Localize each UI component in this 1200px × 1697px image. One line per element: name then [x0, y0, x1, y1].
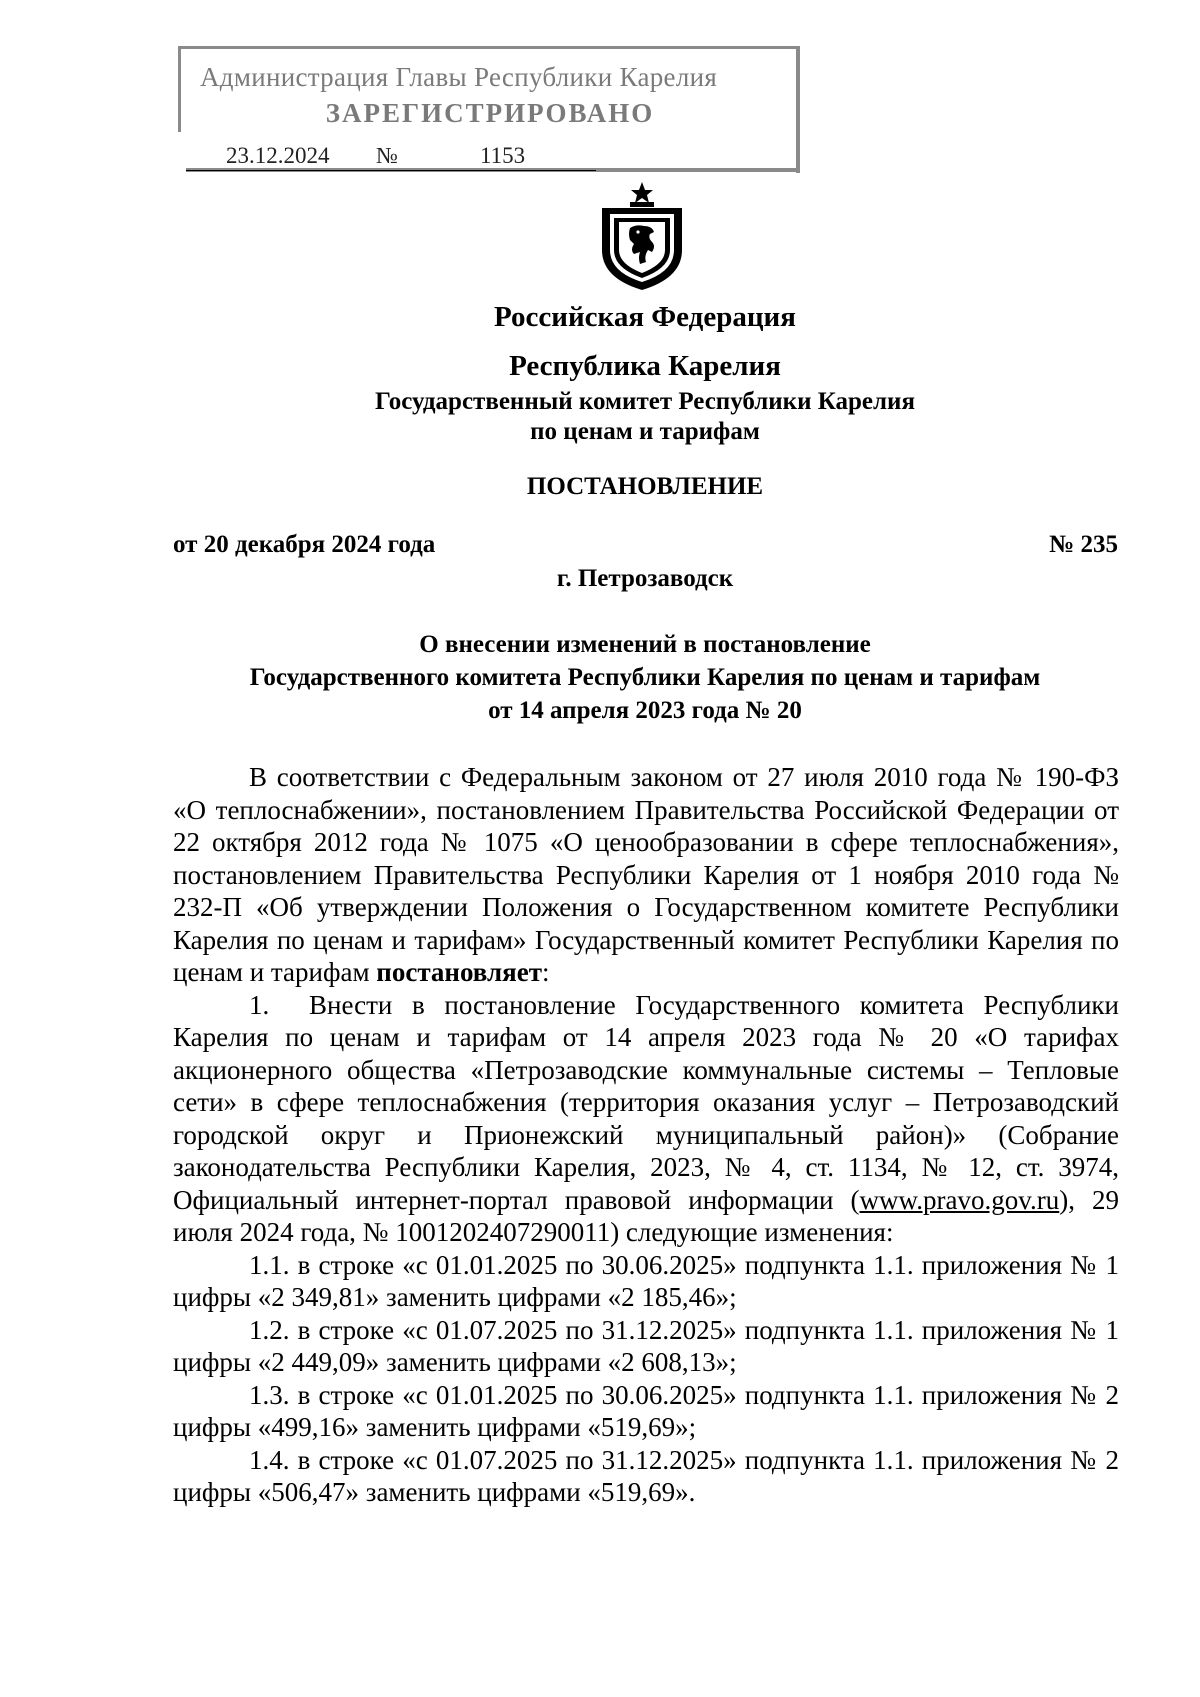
pravo-link[interactable]: www.pravo.gov.ru [859, 1184, 1060, 1215]
resolves-word: постановляет [376, 957, 543, 987]
item-1-text-a: Внести в постановление Государственного комитета Республики Карелия по ценам и тарифам от 14 апреля 2023 года № 20 «О тарифах акционерного общества «Петрозаводские коммунальные системы – Тепловые сети» в сфере теплоснабжения (территория оказания услуг – Петрозаводский городской округ и Прионежский муниципальный район)» (Собрание законодательства Республики Карелия, 2023, № 4, ст. 1134, № 12, ст. 3974, Официальный интернет-портал правовой информации ( [173, 989, 1119, 1215]
item-1 [173, 989, 1119, 1249]
item-1-label: 1. [249, 989, 270, 1020]
stamp-number-sign: № [376, 143, 398, 168]
title-line2: Государственного комитета Республики Карелия по ценам и тарифам [249, 664, 1041, 691]
item-1-text-b: ), 29 июля 2024 года, № 1001202407290011) следующие изменения: [173, 1184, 1119, 1247]
stamp-date: 23.12.2024 [226, 143, 330, 168]
document-city: г. Петрозаводск [556, 565, 734, 592]
document-date: от 20 декабря 2024 года [173, 531, 436, 558]
document-number: № 235 [1049, 531, 1118, 558]
header-republic: Республика Карелия [509, 350, 781, 382]
preamble-colon: : [542, 957, 550, 987]
stamp-number: 1153 [480, 143, 526, 168]
preamble-text: В соответствии с Федеральным законом от 27 июля 2010 года № 190-ФЗ «О теплоснабжении», постановлением Правительства Российской Федерации от 22 октября 2012 года № 1075 «О ценообразовании в сфере теплоснабжения», постановлением Правительства Республики Карелия от 1 ноября 2010 года № 232-П «Об утверждении Положения о Государственном комитете Республики Карелия по ценам и тарифам» Государственный комитет Республики Карелия по ценам и тарифам [173, 762, 1119, 987]
document-body [173, 761, 1119, 1509]
sub-item-1-2: 1.2. в строке «с 01.07.2025 по 31.12.2025» подпункта 1.1. приложения № 1 цифры «2 449,09» заменить цифрами «2 608,13»; [173, 1314, 1119, 1377]
stamp-status: ЗАРЕГИСТРИРОВАНО [325, 98, 655, 128]
header-federation: Российская Федерация [494, 301, 796, 333]
sub-item-1-4: 1.4. в строке «с 01.07.2025 по 31.12.2025» подпункта 1.1. приложения № 2 цифры «506,47» заменить цифрами «519,69». [173, 1444, 1119, 1507]
title-line3: от 14 апреля 2023 года № 20 [488, 697, 802, 724]
coat-of-arms-karelia-icon [594, 180, 690, 292]
document-type: ПОСТАНОВЛЕНИЕ [526, 473, 764, 500]
sub-item-1-3: 1.3. в строке «с 01.01.2025 по 30.06.2025» подпункта 1.1. приложения № 2 цифры «499,16» заменить цифрами «519,69»; [173, 1379, 1119, 1442]
header-committee-line1: Государственный комитет Республики Карелия [375, 388, 915, 415]
preamble-paragraph [173, 761, 1119, 989]
stamp-organization: Администрация Главы Республики Карелия [200, 62, 718, 92]
stamp-border-left [178, 46, 181, 132]
stamp-underline [186, 170, 596, 171]
title-line1: О внесении изменений в постановление [419, 631, 871, 658]
header-committee-line2: по ценам и тарифам [530, 418, 760, 445]
sub-item-1-1: 1.1. в строке «с 01.01.2025 по 30.06.2025» подпункта 1.1. приложения № 1 цифры «2 349,81» заменить цифрами «2 185,46»; [173, 1249, 1119, 1312]
